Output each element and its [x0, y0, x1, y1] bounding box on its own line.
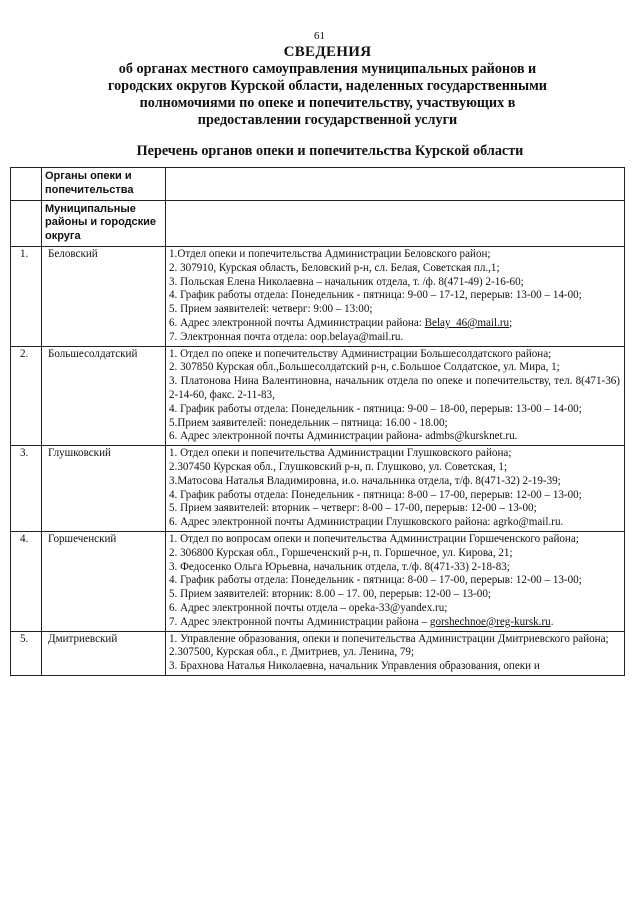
district-info: [166, 631, 625, 675]
email-link[interactable]: gorshechnoe@reg-kursk.ru: [429, 615, 551, 628]
row-number: 5.: [11, 631, 42, 675]
heading-line: предоставлении государственной услуги: [197, 112, 458, 128]
row-number: 4.: [11, 531, 42, 631]
info-line: 1. Управление образования, опеки и попечительства Администрации Дмитриевского района;: [169, 632, 609, 645]
info-line: 1.Отдел опеки и попечительства Администрации Беловского район;: [169, 247, 491, 260]
district-name: Глушковский: [42, 446, 166, 532]
guardianship-table: [10, 167, 625, 676]
district-info: [166, 346, 625, 446]
info-line: 6. Адрес электронной почты Администрации района- admbs@kursknet.ru.: [169, 430, 518, 443]
info-line: 1. Отдел по вопросам опеки и попечительства Администрации Горшеченского района;: [169, 532, 579, 545]
table-header-row: [11, 200, 625, 246]
district-name: Дмитриевский: [42, 631, 166, 675]
info-line: 3. Польская Елена Николаевна – начальник отдела, т. /ф. 8(471-49) 2-16-60;: [169, 275, 524, 288]
district-info: [166, 446, 625, 532]
heading-line: городских округов Курской области, наделенных государственными: [108, 78, 547, 94]
info-line: 5. Прием заявителей: четверг: 9:00 – 13:00;: [169, 303, 373, 316]
header-districts-label: Муниципальные районы и городские округа: [45, 202, 157, 243]
info-line: 7. Электронная почта отдела: oop.belaya@mail.ru.: [169, 330, 404, 343]
table-row: [11, 631, 625, 675]
district-info: [166, 531, 625, 631]
table-row: [11, 246, 625, 346]
table-row: [11, 531, 625, 631]
info-line: 3. Федосенко Ольга Юрьевна, начальник отдела, т./ф. 8(471-33) 2-18-83;: [169, 560, 510, 573]
document-heading: [60, 44, 595, 129]
info-line: 2. 306800 Курская обл., Горшеченский р-н, п. Горшечное, ул. Кирова, 21;: [169, 546, 513, 559]
info-line: 5. Прием заявителей: вторник: 8.00 – 17. 00, перерыв: 12-00 – 13-00;: [169, 588, 491, 601]
info-line-email: 7. Адрес электронной почты Администрации района – gorshechnoe@reg-kursk.ru.: [169, 615, 554, 628]
info-line: 5.Прием заявителей: понедельник – пятница: 16.00 - 18.00;: [169, 416, 448, 429]
info-line: 1. Отдел опеки и попечительства Администрации Глушковского района;: [169, 447, 512, 460]
table-header-row: [11, 168, 625, 201]
info-line: 4. График работы отдела: Понедельник - пятница: 8-00 – 17-00, перерыв: 12-00 – 13-00;: [169, 488, 582, 501]
info-line: 4. График работы отдела: Понедельник - пятница: 9-00 – 18-00, перерыв: 13-00 – 14-00;: [169, 402, 582, 415]
document-title: СВЕДЕНИЯ: [283, 44, 372, 60]
info-line: 3. Платонова Нина Валентиновна, начальник отдела по опеке и попечительству, тел. 8(471-36) 2-14-60, факс. 2-11-83,: [169, 375, 620, 401]
info-line: 4. График работы отдела: Понедельник - пятница: 9-00 – 17-12, перерыв: 13-00 – 14-00;: [169, 289, 582, 302]
info-line: 1. Отдел по опеке и попечительству Администрации Большесолдатского района;: [169, 347, 552, 360]
info-line: 3.Матосова Наталья Владимировна, и.о. начальника отдела, т/ф. 8(471-32) 2-19-39;: [169, 474, 561, 487]
info-line: 4. График работы отдела: Понедельник - пятница: 8-00 – 17-00, перерыв: 12-00 – 13-00;: [169, 574, 582, 587]
district-name: Горшеченский: [42, 531, 166, 631]
info-line: 3. Брахнова Наталья Николаевна, начальник Управления образования, опеки и: [169, 660, 540, 673]
info-line: 2.307450 Курская обл., Глушковский р-н, п. Глушково, ул. Советская, 1;: [169, 460, 508, 473]
row-number: 1.: [11, 246, 42, 346]
info-line-email: 6. Адрес электронной почты Администрации района: Belay_46@mail.ru;: [169, 316, 513, 329]
table-row: [11, 346, 625, 446]
info-line: 2.307500, Курская обл., г. Дмитриев, ул. Ленина, 79;: [169, 646, 415, 659]
row-number: 2.: [11, 346, 42, 446]
header-organs-label: Органы опеки и попечительства: [45, 170, 134, 196]
heading-line: полномочиями по опеке и попечительству, участвующих в: [139, 95, 516, 111]
page-number: 61: [314, 30, 325, 42]
heading-line: об органах местного самоуправления муниципальных районов и: [118, 61, 537, 77]
table-caption: Перечень органов опеки и попечительства Курской области: [136, 143, 524, 159]
info-line: 2. 307850 Курская обл.,Большесолдатский р-н, с.Большое Солдатское, ул. Мира, 1;: [169, 361, 560, 374]
table-row: [11, 446, 625, 532]
info-line: 2. 307910, Курская область, Беловский р-н, сл. Белая, Советская пл.,1;: [169, 261, 500, 274]
district-name: Большесолдатский: [42, 346, 166, 446]
info-line: 6. Адрес электронной почты Администрации Глушковского района: agrko@mail.ru.: [169, 516, 564, 529]
district-name: Беловский: [42, 246, 166, 346]
email-link[interactable]: Belay_46@mail.ru: [424, 316, 510, 329]
info-line: 5. Прием заявителей: вторник – четверг: 8-00 – 17-00, перерыв: 12-00 – 13-00;: [169, 502, 537, 515]
info-line: 6. Адрес электронной почты отдела – opeka-33@yandex.ru;: [169, 601, 448, 614]
row-number: 3.: [11, 446, 42, 532]
district-info: [166, 246, 625, 346]
